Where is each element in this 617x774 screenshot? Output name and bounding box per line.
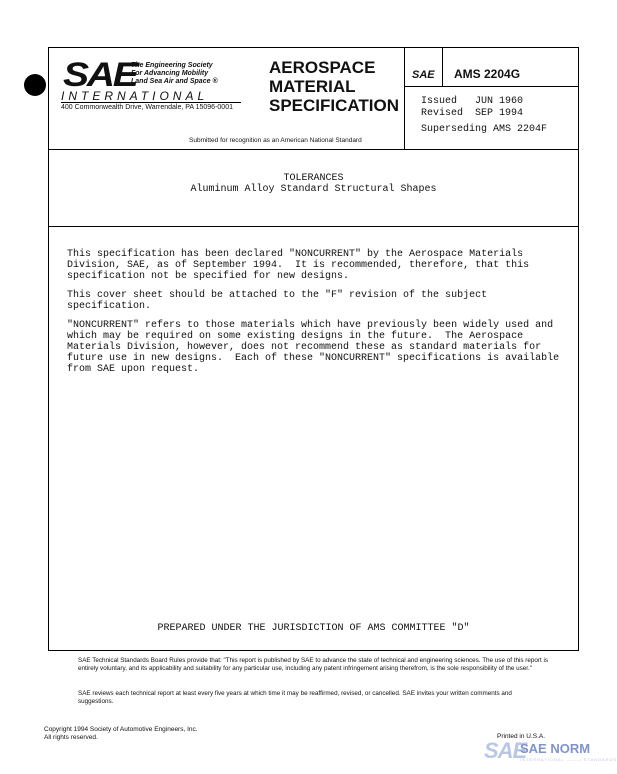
sae-society-tagline bbox=[131, 62, 241, 86]
international-rule bbox=[61, 102, 241, 103]
issued-label: Issued bbox=[421, 96, 458, 107]
sae-small-logo: SAE bbox=[412, 69, 435, 81]
copyright-line-1: Copyright 1994 Society of Automotive Engineers, Inc. bbox=[44, 726, 198, 733]
specification-frame bbox=[48, 47, 579, 651]
subject-line-2: Aluminum Alloy Standard Structural Shapes bbox=[190, 184, 437, 195]
sae-norm-watermark bbox=[484, 738, 617, 764]
tagline-line-3: Land Sea Air and Space ® bbox=[131, 78, 218, 85]
watermark-sae-logo: SAE bbox=[484, 738, 527, 763]
jurisdiction-statement: PREPARED UNDER THE JURISDICTION OF AMS COMMITTEE "D" bbox=[157, 623, 470, 634]
watermark-text: SAE NORM bbox=[520, 741, 591, 756]
header-bottom-line bbox=[49, 149, 578, 150]
punch-hole bbox=[24, 74, 46, 96]
tagline-line-1: The Engineering Society bbox=[131, 62, 213, 69]
header-divider-right bbox=[404, 48, 405, 149]
spec-title-line-1: AEROSPACE bbox=[269, 58, 376, 77]
revised-label: Revised bbox=[421, 108, 464, 119]
revised-date: SEP 1994 bbox=[475, 108, 524, 119]
document-type-title bbox=[269, 58, 399, 115]
sae-international-text: INTERNATIONAL bbox=[61, 89, 209, 103]
spec-title-line-3: SPECIFICATION bbox=[269, 96, 400, 115]
sae-logo-wordmark: SAE bbox=[63, 56, 137, 94]
document-subject-title bbox=[49, 173, 578, 195]
watermark-subtext: INTERNATIONAL ——— STANDARDS bbox=[520, 757, 617, 762]
tagline-line-2: For Advancing Mobility bbox=[131, 70, 209, 77]
ams-box-bottom bbox=[404, 86, 578, 87]
spec-title-line-2: MATERIAL bbox=[269, 77, 356, 96]
ams-number: AMS 2204G bbox=[454, 67, 521, 81]
issued-date: JUN 1960 bbox=[475, 96, 524, 107]
submitted-note: Submitted for recognition as an American National Standard bbox=[189, 137, 362, 144]
subject-line-1: TOLERANCES bbox=[283, 173, 344, 184]
body-text bbox=[67, 249, 560, 383]
footer-board-rules: SAE Technical Standards Board Rules provide that: "This report is published by SAE to advance the state of technical and engineering sciences. The use of this report is entirely voluntary, and its applicability and suitability for any particular use, including any patent infringement arising therefrom, is the sole responsibility of the user." bbox=[78, 657, 548, 672]
footer-review-note: SAE reviews each technical report at least every five years at which time it may be reaffirmed, revised, or cancelled. SAE invites your written comments and suggestions. bbox=[78, 690, 512, 705]
sae-address: 400 Commonwealth Drive, Warrendale, PA 15096-0001 bbox=[61, 104, 233, 111]
body-paragraph-2: This cover sheet should be attached to the "F" revision of the subject specification. bbox=[67, 290, 488, 312]
printed-in-note: Printed in U.S.A. bbox=[497, 733, 546, 740]
body-paragraph-1: This specification has been declared "NONCURRENT" by the Aerospace Materials Division, SAE, as of September 1994. It is recommended, therefore, that this specification not be specified for new designs. bbox=[67, 249, 530, 282]
ams-divider bbox=[442, 48, 443, 86]
copyright-notice bbox=[44, 726, 198, 742]
superseding-note: Superseding AMS 2204F bbox=[421, 124, 548, 135]
title-bottom-line bbox=[49, 226, 578, 227]
copyright-line-2: All rights reserved. bbox=[44, 734, 98, 741]
registered-mark: ® bbox=[212, 78, 218, 85]
issue-dates bbox=[421, 96, 523, 120]
body-paragraph-3: "NONCURRENT" refers to those materials which have previously been widely used and which may be required on some existing designs in the future. The Aerospace Materials Division, however, does not recommend these as standard materials for future use in new designs. Each of these "NONCURRENT" specifications is available from SAE upon request. bbox=[67, 320, 560, 375]
